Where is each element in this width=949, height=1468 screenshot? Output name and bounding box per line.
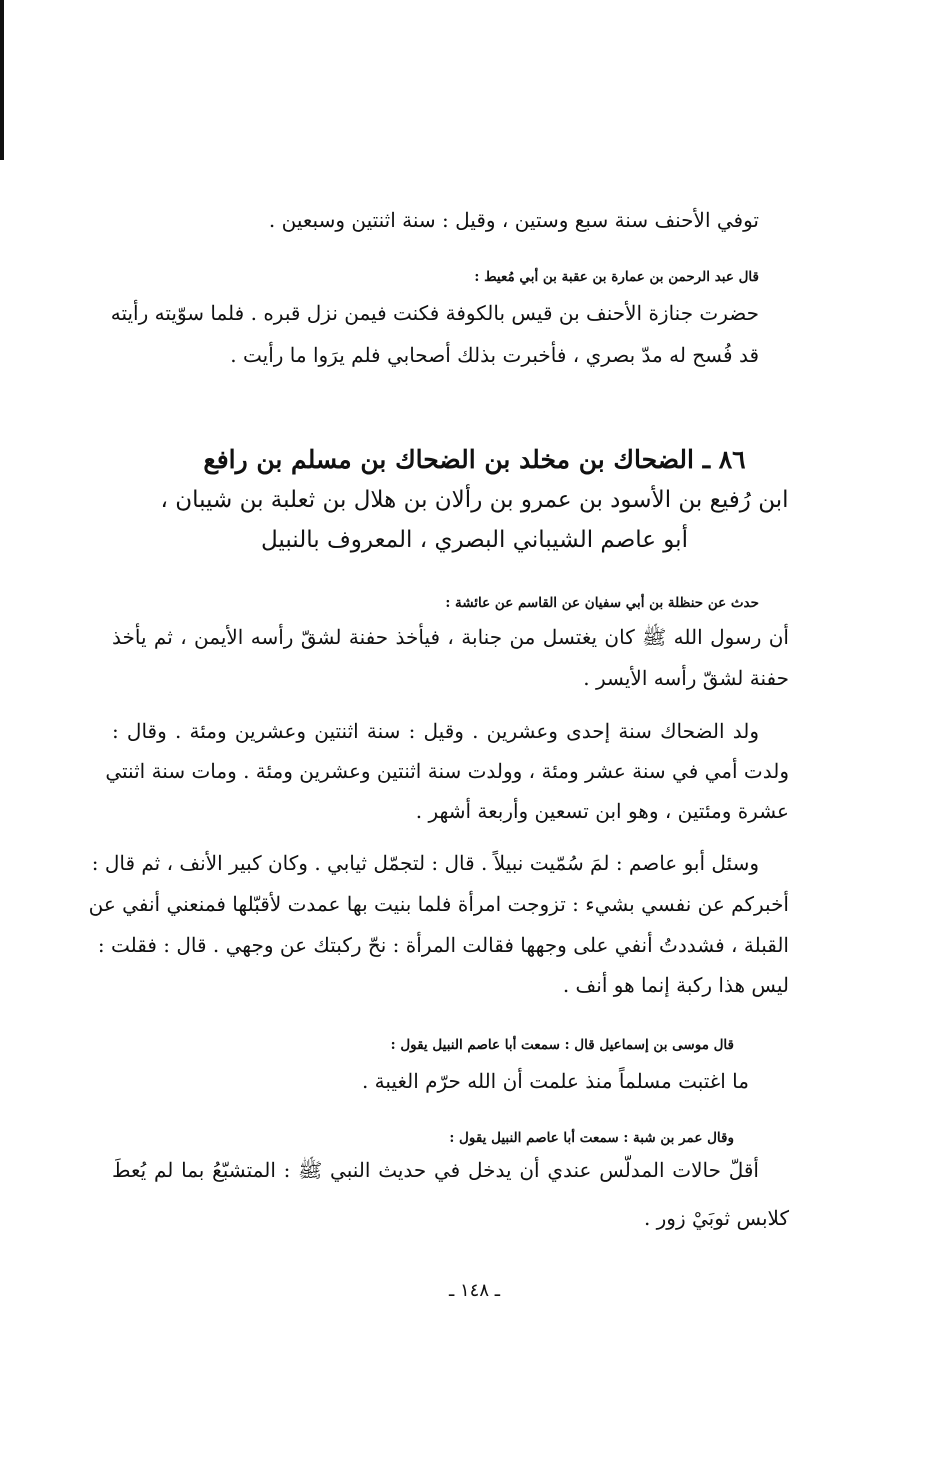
hadith-intro: حدث عن حنظلة بن أبي سفيان عن القاسم عن عائشة :	[445, 595, 759, 611]
nabil-line-1: وسئل أبو عاصم : لمَ سُمّيت نبيلاً . قال : لتجمّل ثيابي . وكان كبير الأنف ، ثم قال :	[91, 851, 759, 875]
prev-narration-intro: قال عبد الرحمن بن عمارة بن عقبة بن أبي مُعيط :	[474, 269, 759, 285]
musa-narration-text: ما اغتبت مسلماً منذ علمت أن الله حرّم الغيبة .	[361, 1069, 749, 1093]
hadith-line-2: حفنة لشقّ رأسه الأيسر .	[583, 666, 789, 690]
musa-narration-intro: قال موسى بن إسماعيل قال : سمعت أبا عاصم النبيل يقول :	[390, 1037, 734, 1053]
birth-line-3: عشرة ومئتين ، وهو ابن تسعين وأربعة أشهر .	[415, 799, 789, 823]
page-margin-bar	[0, 0, 4, 160]
birth-line-2: ولدت أمي في سنة عشر ومئة ، وولدت سنة اثنتين وعشرين ومئة . ومات سنة اثنتي	[105, 759, 789, 783]
birth-line-1: ولد الضحاك سنة إحدى وعشرين . وقيل : سنة اثنتين وعشرين ومئة . وقال :	[112, 719, 759, 743]
biography-subtitle-1: ابن رُفيع بن الأسود بن عمرو بن رألان بن هلال بن ثعلبة بن شيبان ،	[160, 487, 789, 513]
umar-narration-line-1: أقلّ حالات المدلّس عندي أن يدخل في حديث النبي ﷺ : المتشبّعُ بما لم يُعطَ	[112, 1158, 759, 1182]
biography-title: ٨٦ ـ الضحاك بن مخلد بن الضحاك بن مسلم بن رافع	[203, 445, 746, 474]
nabil-line-2: أخبركم عن نفسي بشيء : تزوجت امرأة فلما بنيت بها عمدت لأقبّلها فمنعني أنفي عن	[88, 892, 789, 916]
umar-narration-line-2: كلابس ثوبَيْ زور .	[643, 1206, 789, 1230]
prev-narration-line-2: قد فُسح له مدّ بصري ، فأخبرت بذلك أصحابي فلم يرَوا ما رأيت .	[230, 343, 759, 367]
nabil-line-4: ليس هذا ركبة إنما هو أنف .	[562, 973, 789, 997]
hadith-line-1: أن رسول الله ﷺ كان يغتسل من جنابة ، فيأخذ حفنة لشقّ رأسه الأيمن ، ثم يأخذ	[112, 625, 789, 649]
umar-narration-intro: وقال عمر بن شبة : سمعت أبا عاصم النبيل يقول :	[449, 1130, 734, 1146]
page-number: ـ ١٤٨ ـ	[448, 1280, 500, 1301]
prev-narration-line-1: حضرت جنازة الأحنف بن قيس بالكوفة فكنت فيمن نزل قبره . فلما سوّيته رأيته	[110, 301, 759, 325]
nabil-line-3: القبلة ، فشددتُ أنفي على وجهها فقالت المرأة : نحّ ركبتك عن وجهي . قال : فقلت :	[97, 933, 789, 957]
prev-death-line: توفي الأحنف سنة سبع وستين ، وقيل : سنة اثنتين وسبعين .	[268, 208, 759, 232]
biography-subtitle-2: أبو عاصم الشيباني البصري ، المعروف بالنبيل	[261, 527, 688, 553]
